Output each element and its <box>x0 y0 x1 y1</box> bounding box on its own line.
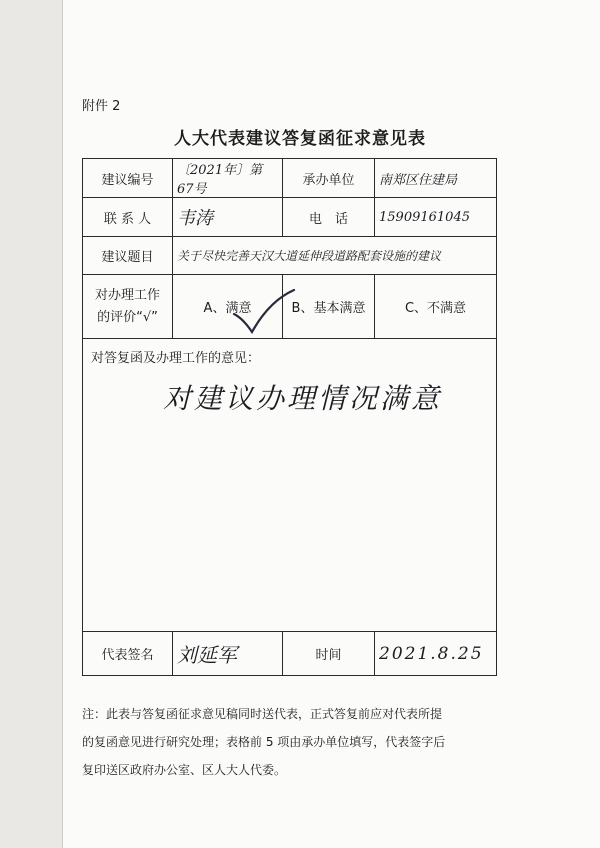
evaluation-label <box>83 275 173 339</box>
signature-value: 刘延军 <box>173 632 283 676</box>
form-title: 人大代表建议答复函征求意见表 <box>174 129 426 149</box>
evaluation-option-unsatisfied: C、不满意 <box>375 275 497 339</box>
signature-label: 代表签名 <box>83 632 173 676</box>
proposal-number-label: 建议编号 <box>83 159 173 198</box>
annex-label: 附件 2 <box>82 99 121 114</box>
row-proposal-number <box>83 159 497 198</box>
proposal-number-value: 〔2021年〕第67号 <box>173 159 283 198</box>
footnote-line2: 的复函意见进行研究处理；表格前 5 项由承办单位填写，代表签字后 <box>82 735 446 749</box>
phone-value: 15909161045 <box>375 198 497 237</box>
row-contact <box>83 198 497 237</box>
proposal-topic-label: 建议题目 <box>83 237 173 275</box>
row-opinion <box>83 339 497 632</box>
contact-person-label: 联 系 人 <box>83 198 173 237</box>
evaluation-option-basically-satisfied: B、基本满意 <box>283 275 375 339</box>
evaluation-label-line1: 对办理工作 <box>94 287 160 303</box>
footnote-line3: 复印送区政府办公室、区人大人代委。 <box>82 763 287 777</box>
time-label: 时间 <box>283 632 375 676</box>
handling-unit-value: 南郑区住建局 <box>375 159 497 198</box>
handling-unit-label: 承办单位 <box>283 159 375 198</box>
footnote-line1: 注：此表与答复函征求意见稿同时送代表，正式答复前应对代表所提 <box>82 707 443 721</box>
phone-label: 电 话 <box>283 198 375 237</box>
time-value: 2021.8.25 <box>375 632 497 676</box>
checkmark-icon <box>228 288 298 336</box>
contact-person-value: 韦涛 <box>173 198 283 237</box>
evaluation-label-line2: 的评价“√” <box>97 309 158 325</box>
opinion-cell <box>83 339 497 632</box>
evaluation-option-satisfied: A、满意 <box>173 275 283 339</box>
row-signature <box>83 632 497 676</box>
opinion-handwritten-text: 对建议办理情况满意 <box>163 382 443 415</box>
feedback-form-table <box>82 158 497 676</box>
opinion-label: 对答复函及办理工作的意见： <box>91 351 261 366</box>
proposal-topic-value: 关于尽快完善天汉大道延伸段道路配套设施的建议 <box>173 237 497 275</box>
footnote <box>82 700 500 784</box>
row-topic <box>83 237 497 275</box>
